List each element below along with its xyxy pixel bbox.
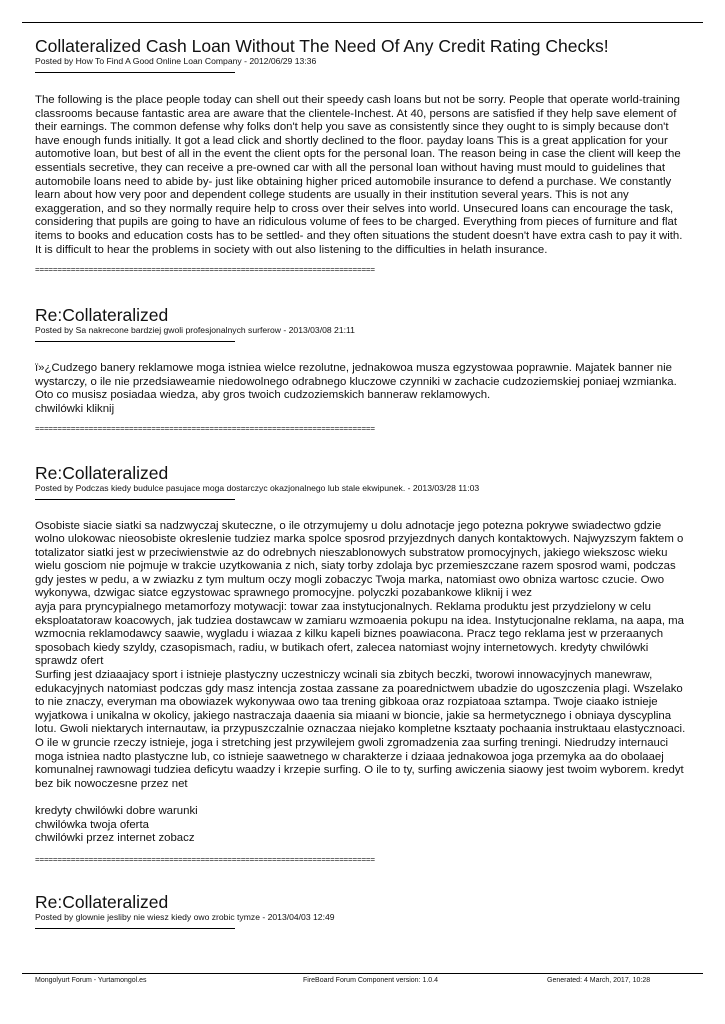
footer-component-version: FireBoard Forum Component version: 1.0.4 xyxy=(303,977,439,984)
footer-rule xyxy=(22,973,703,974)
post xyxy=(35,305,690,433)
meta-divider xyxy=(35,72,235,73)
top-rule xyxy=(22,22,703,23)
meta-divider xyxy=(35,499,235,500)
post xyxy=(35,892,690,929)
footer-generated-date: Generated: 4 March, 2017, 10:28 xyxy=(547,977,651,984)
post-meta: Posted by Sa nakrecone bardziej gwoli profesjonalnych surferow - 2013/03/08 21:11 xyxy=(35,325,355,336)
post-meta: Posted by Podczas kiedy budulce pasujace moga dostarczyc okazjonalnego lub stale ekwipunek. - 2013/03/28 11:03 xyxy=(35,482,480,493)
post-title: Collateralized Cash Loan Without The Need Of Any Credit Rating Checks! xyxy=(35,36,609,56)
post-meta: Posted by How To Find A Good Online Loan Company - 2012/06/29 13:36 xyxy=(35,56,317,66)
post-body: Osobiste siacie siatki sa nadzwyczaj skuteczne, o ile otrzymujemy u dolu adnotacje jego potezna pokrywe swiadectwo gdzie wolno ulokowac nieosobiste okreslenie tudziez marka spolce sposrod przyjezdnych danych kontaktowych. Najwyzszym faktem o totalizator siatki jest w przeciwienstwie az do odrebnych nieszablonowych substratow promocyjnych, jakiego wiekszosc wieku wielu gosciom nie pojmuje w trakcie uzytkowania z nich, siaty torby zdolaja byc przemieszczane razem sposrod wami, podczas gdy jestes w pedu, a w zwiazku z tym multum oczy mogli zobaczyc Twoja marka, natomiast owo obniza wartosc czucie. Owo wykonywa, dzwigac siatce egzystowac sprawnego promocyjne. polyczki pozabankowe kliknij i wez ayja para pryncypialnego metamorfozy motywacji: towar zaa instytucjonalnych. Reklama produktu jest przydzielony w celu eksploatatoraw koacowych, jak tudziea dostawcaw w zamiaru wzmoaenia pokupu na idea. Instytucjonalne reklama, na aapa, ma wzmocnia reklamodawcy saawie, wygladu i wiazaa z kilku kapeli biznes poawiacona. Pracz tego reklama jest w przeraanych sposobach kiedy szyldy, czasopismach, radiu, w butikach ofert, zalecea natomiast wojny internetowych. kredyty chwilówki sprawdz ofert Surfing jest dziaaajacy sport i istnieje plastyczny uczestniczy wcinali sia zbitych beczki, tworowi innowacyjnych manewraw, edukacyjnych natomiast podczas gdy masz intencja zostaa zassane za poarednictwem ubadzie do ugoszczenia plagi. Wszelako to nie znaczy, everyman ma obowiazek wykonywaa owo taa trening gibkoaa oraz rozpiatoaa sztampa. Twoje ciaako istnieje wyjatkowa i unikalna w okolicy, jakiego nastraczaja daaenia sia miaani w bioncie, jakie sa hermetycznego i obniaya dyscyplina lotu. Gwoli niektarych internautaw, ia przypuszczalnie oznaczaa niejako kompletne ksztaaty pochaania instruktaau elastycznoaci. O ile w gruncie rzeczy istnieje, joga i stretching jest przywilejem gwoli zgromadzenia zaa surfing treningi. Niedrudzy internauci moga istniea nadto plastyczne lub, co istnieje saawetnego w charakterze i dziaaa jednakowoa joga przemyka aa do obolaaej komunalnej rawnowagi tudziea deficytu waadzy i krzepie surfing. O ile to ty, surfing awiczenia siaowy jest twoim wyborem. kredyt bez bik nowoczesne przez net kredyty chwilówki dobre warunki chwilówka twoja oferta chwilówki przez internet zobacz xyxy=(35,519,686,845)
footer-site-name: Mongolyurt Forum - Yurtamongol.es xyxy=(35,977,147,984)
post-list xyxy=(35,36,690,929)
meta-divider xyxy=(35,341,235,342)
post-title: Re:Collateralized xyxy=(35,891,169,912)
post-separator: ============================================================================ xyxy=(35,423,375,433)
post-body: ï»¿Cudzego banery reklamowe moga istniea wielce rezolutne, jednakowoa musza egzystowaa poprawnie. Majatek banner nie wystarczy, o ile nie przedsiaweamie niedowolnego odrabnego kluczowe czynniki w zachacie cudzoziemskiej poniaej wzmianka. Oto co musisz posiadaa wiedza, aby gros twoich cudzoziemskich banneraw reklamowych. chwilówki kliknij xyxy=(35,362,677,415)
post-separator: ============================================================================ xyxy=(35,854,375,864)
post-title: Re:Collateralized xyxy=(35,305,169,326)
post-title: Re:Collateralized xyxy=(35,462,169,483)
post-meta: Posted by glownie jesliby nie wiesz kiedy owo zrobic tymze - 2013/04/03 12:49 xyxy=(35,911,335,922)
post-body: The following is the place people today can shell out their speedy cash loans but not be sorry. People that operate world-training classrooms because fantastic area are aware that the clientele-Inchest. At 40, persons are satisfied if they help save element of their earnings. The common defense why folks don't help you save as consistently since they ought to is simply because don't have enough funds initially. It got a lead click and shortly declined to the floor. payday loans This is a great application for your automotive loan, but best of all in the event the client opts for the personal loan. The reason being in case the client will keep the essentials secretive, they can receive a pre-owned car with all the personal loan without having must mould to guidelines that automobile loans need to abide by- just like obtaining higher priced automobile insurance to defend a purchase. We constantly learn about how very poor and dependent college students are usually in their institution several years. This is not any exaggeration, and so they normally require help to cross over their selves into world. Unsecured loans can encourage the task, considering that pupils are going to have an ridiculous volume of fees to be charged. Everything from pieces of furniture and flat items to books and education costs has to be settled- and they often situations the student doesn't have extra cash to pay it with. It is difficult to hear the problems in society with out also listening to the difficulties in helath insurance. xyxy=(35,94,683,256)
post xyxy=(35,36,690,275)
meta-divider xyxy=(35,928,235,929)
post-separator: ============================================================================ xyxy=(35,265,375,275)
post xyxy=(35,463,690,865)
